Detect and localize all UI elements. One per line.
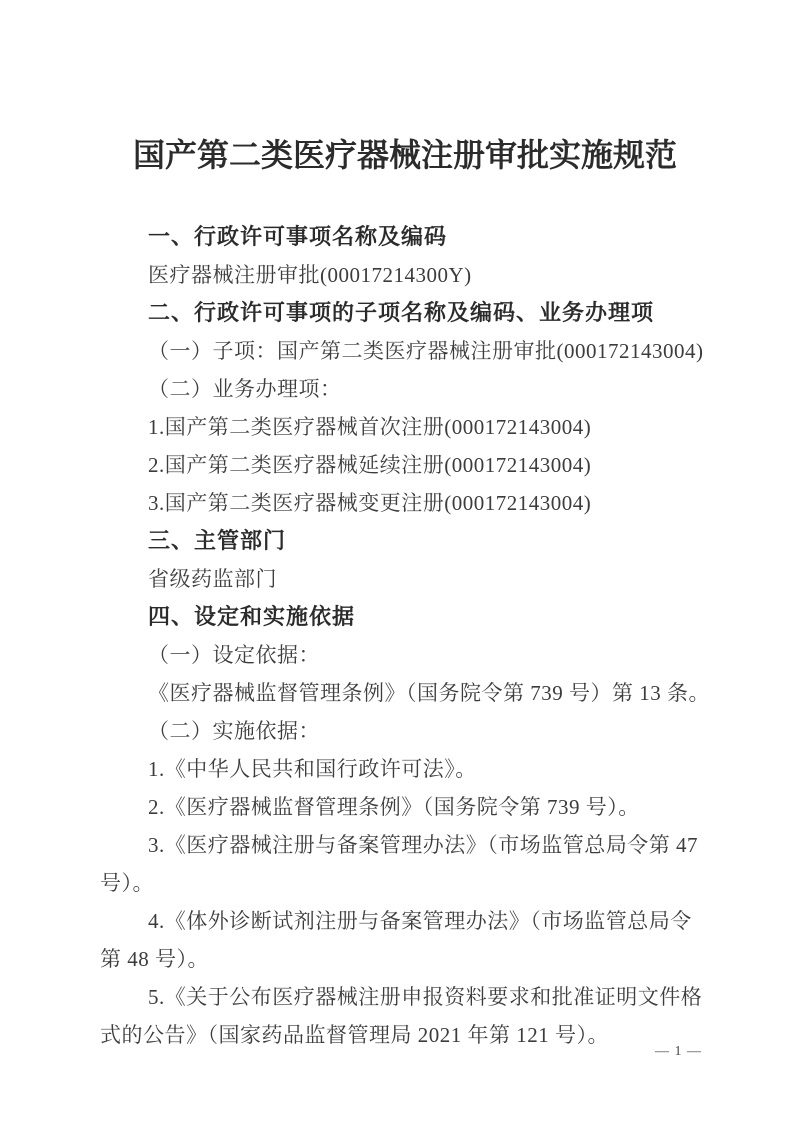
text-line: 2.国产第二类医疗器械延续注册(000172143004) bbox=[148, 453, 592, 477]
document-content bbox=[100, 0, 710, 1054]
text-line: （二）业务办理项： bbox=[148, 377, 342, 401]
text-line: （二）实施依据： bbox=[148, 719, 320, 743]
text-line: 5.《关于公布医疗器械注册申报资料要求和批准证明文件格 bbox=[148, 985, 703, 1009]
text-line: 第 48 号）。 bbox=[100, 947, 209, 971]
text-line: 四、设定和实施依据 bbox=[148, 604, 356, 629]
document-body bbox=[100, 218, 710, 1054]
page-number: — 1 — bbox=[655, 1044, 702, 1059]
text-line: 3.《医疗器械注册与备案管理办法》（市场监管总局令第 47 bbox=[148, 833, 698, 857]
text-line: 2.《医疗器械监督管理条例》（国务院令第 739 号）。 bbox=[148, 795, 640, 819]
text-line: 一、行政许可事项名称及编码 bbox=[148, 224, 448, 249]
text-line: 省级药监部门 bbox=[148, 567, 277, 591]
text-line: 医疗器械注册审批(00017214300Y) bbox=[148, 263, 472, 287]
text-line: 1.《中华人民共和国行政许可法》。 bbox=[148, 757, 477, 781]
text-line: 4.《体外诊断试剂注册与备案管理办法》（市场监管总局令 bbox=[148, 909, 692, 933]
text-line: （一）子项：国产第二类医疗器械注册审批(000172143004) bbox=[148, 339, 704, 363]
document-title: 国产第二类医疗器械注册审批实施规范 bbox=[132, 137, 677, 173]
text-line: 号）。 bbox=[100, 871, 154, 895]
text-line: 三、主管部门 bbox=[148, 528, 287, 553]
text-line: 3.国产第二类医疗器械变更注册(000172143004) bbox=[148, 491, 592, 515]
text-line: 1.国产第二类医疗器械首次注册(000172143004) bbox=[148, 415, 592, 439]
text-line: 二、行政许可事项的子项名称及编码、业务办理项 bbox=[148, 300, 655, 325]
text-line: （一）设定依据： bbox=[148, 643, 320, 667]
text-line: 式的公告》（国家药品监督管理局 2021 年第 121 号）。 bbox=[100, 1023, 609, 1047]
text-line: 《医疗器械监督管理条例》（国务院令第 739 号）第 13 条。 bbox=[148, 681, 710, 705]
